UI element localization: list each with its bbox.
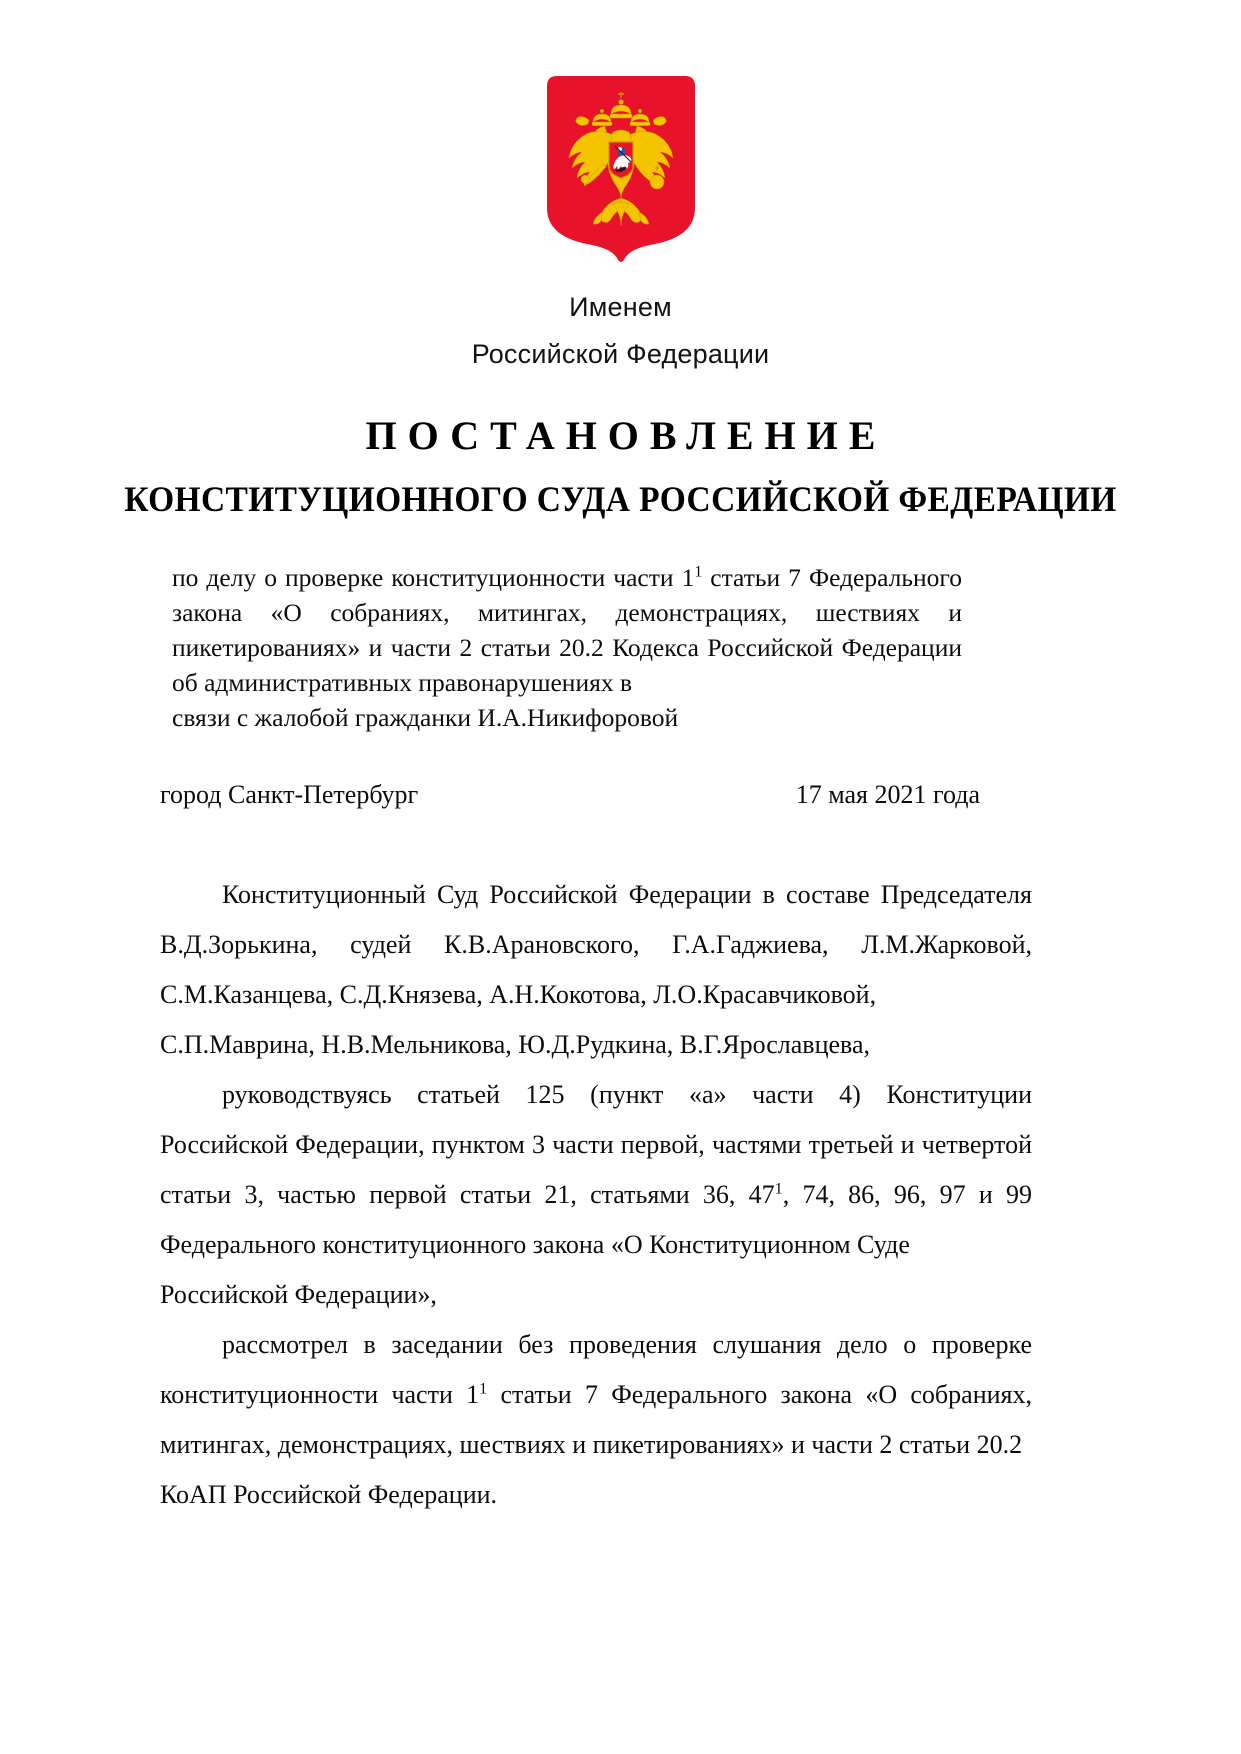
place-and-date [160,780,980,810]
page-title: ПОСТАНОВЛЕНИЕ [365,413,887,458]
body-paragraph-1-text: Конституционный Суд Российской Федерации в составе Председателя В.Д.Зорькина, судей К.В.Арановского, Г.А.Гаджиева, Л.М.Жарковой, С.М.Казанцева, С.Д.Князева, А.Н.Кокотова, Л.О.Красавчиковой, [160,880,1032,1009]
body-paragraph-2-text-a: руководствуясь статьей 125 (пункт «а» части 4) Конституции Российской Федерации, пунктом 3 части первой, частями третьей и четвертой статьи 3, частью первой статьи 21, статьями 36, 47 [160,1080,1032,1209]
body-paragraph-3-text-b: статьи 7 Федерального закона «О собраниях, митингах, демонстрациях, шествиях и пикетированиях» и части 2 статьи 20.2 [160,1380,1032,1459]
body-paragraph-3 [160,1320,1032,1470]
body-paragraph-1-last-line: С.П.Маврина, Н.В.Мельникова, Ю.Д.Рудкина, В.Г.Ярославцева, [160,1030,870,1059]
body-paragraph-2-text-b: , 74, 86, 96, 97 и 99 Федерального конституционного закона «О Конституционном Суде [160,1180,1032,1259]
in-the-name-line-1: Именем [569,292,672,322]
case-description-last-line: связи с жалобой гражданки И.А.Никифоровой [172,703,679,732]
russian-federation-coat-of-arms-icon [543,72,699,262]
body-paragraph-2 [160,1070,1032,1270]
footnote-marker-3: 1 [479,1380,488,1398]
in-the-name-heading [0,284,1241,378]
case-description [172,560,962,735]
body-paragraph-1 [160,870,1032,1020]
case-description-part-1: по делу о проверке конституционности части 1 [172,563,695,592]
coat-of-arms-container [0,72,1241,262]
footnote-marker-1: 1 [694,563,703,581]
date-label: 17 мая 2021 года [795,780,980,809]
footnote-marker-2: 1 [774,1180,783,1198]
body-paragraph-3-last-line: КоАП Российской Федерации. [160,1480,498,1509]
page-subtitle: КОНСТИТУЦИОННОГО СУДА РОССИЙСКОЙ ФЕДЕРАЦИИ [124,479,1117,519]
saint-george-escutcheon [609,142,633,178]
case-description-part-2: статьи 7 Федерального закона «О собраниях, митингах, демонстрациях, шествиях и пикетированиях» и части 2 статьи 20.2 Кодекса Российской Федерации об административных правонарушениях в [172,563,962,697]
body-paragraph-3-text-a: рассмотрел в заседании без проведения слушания дело о проверке конституционности части 1 [160,1330,1032,1409]
document-body [160,870,1032,1520]
in-the-name-line-2: Российской Федерации [471,339,770,369]
body-paragraph-2-last-line: Российской Федерации», [160,1280,437,1309]
city-label: город Санкт-Петербург [160,780,419,809]
